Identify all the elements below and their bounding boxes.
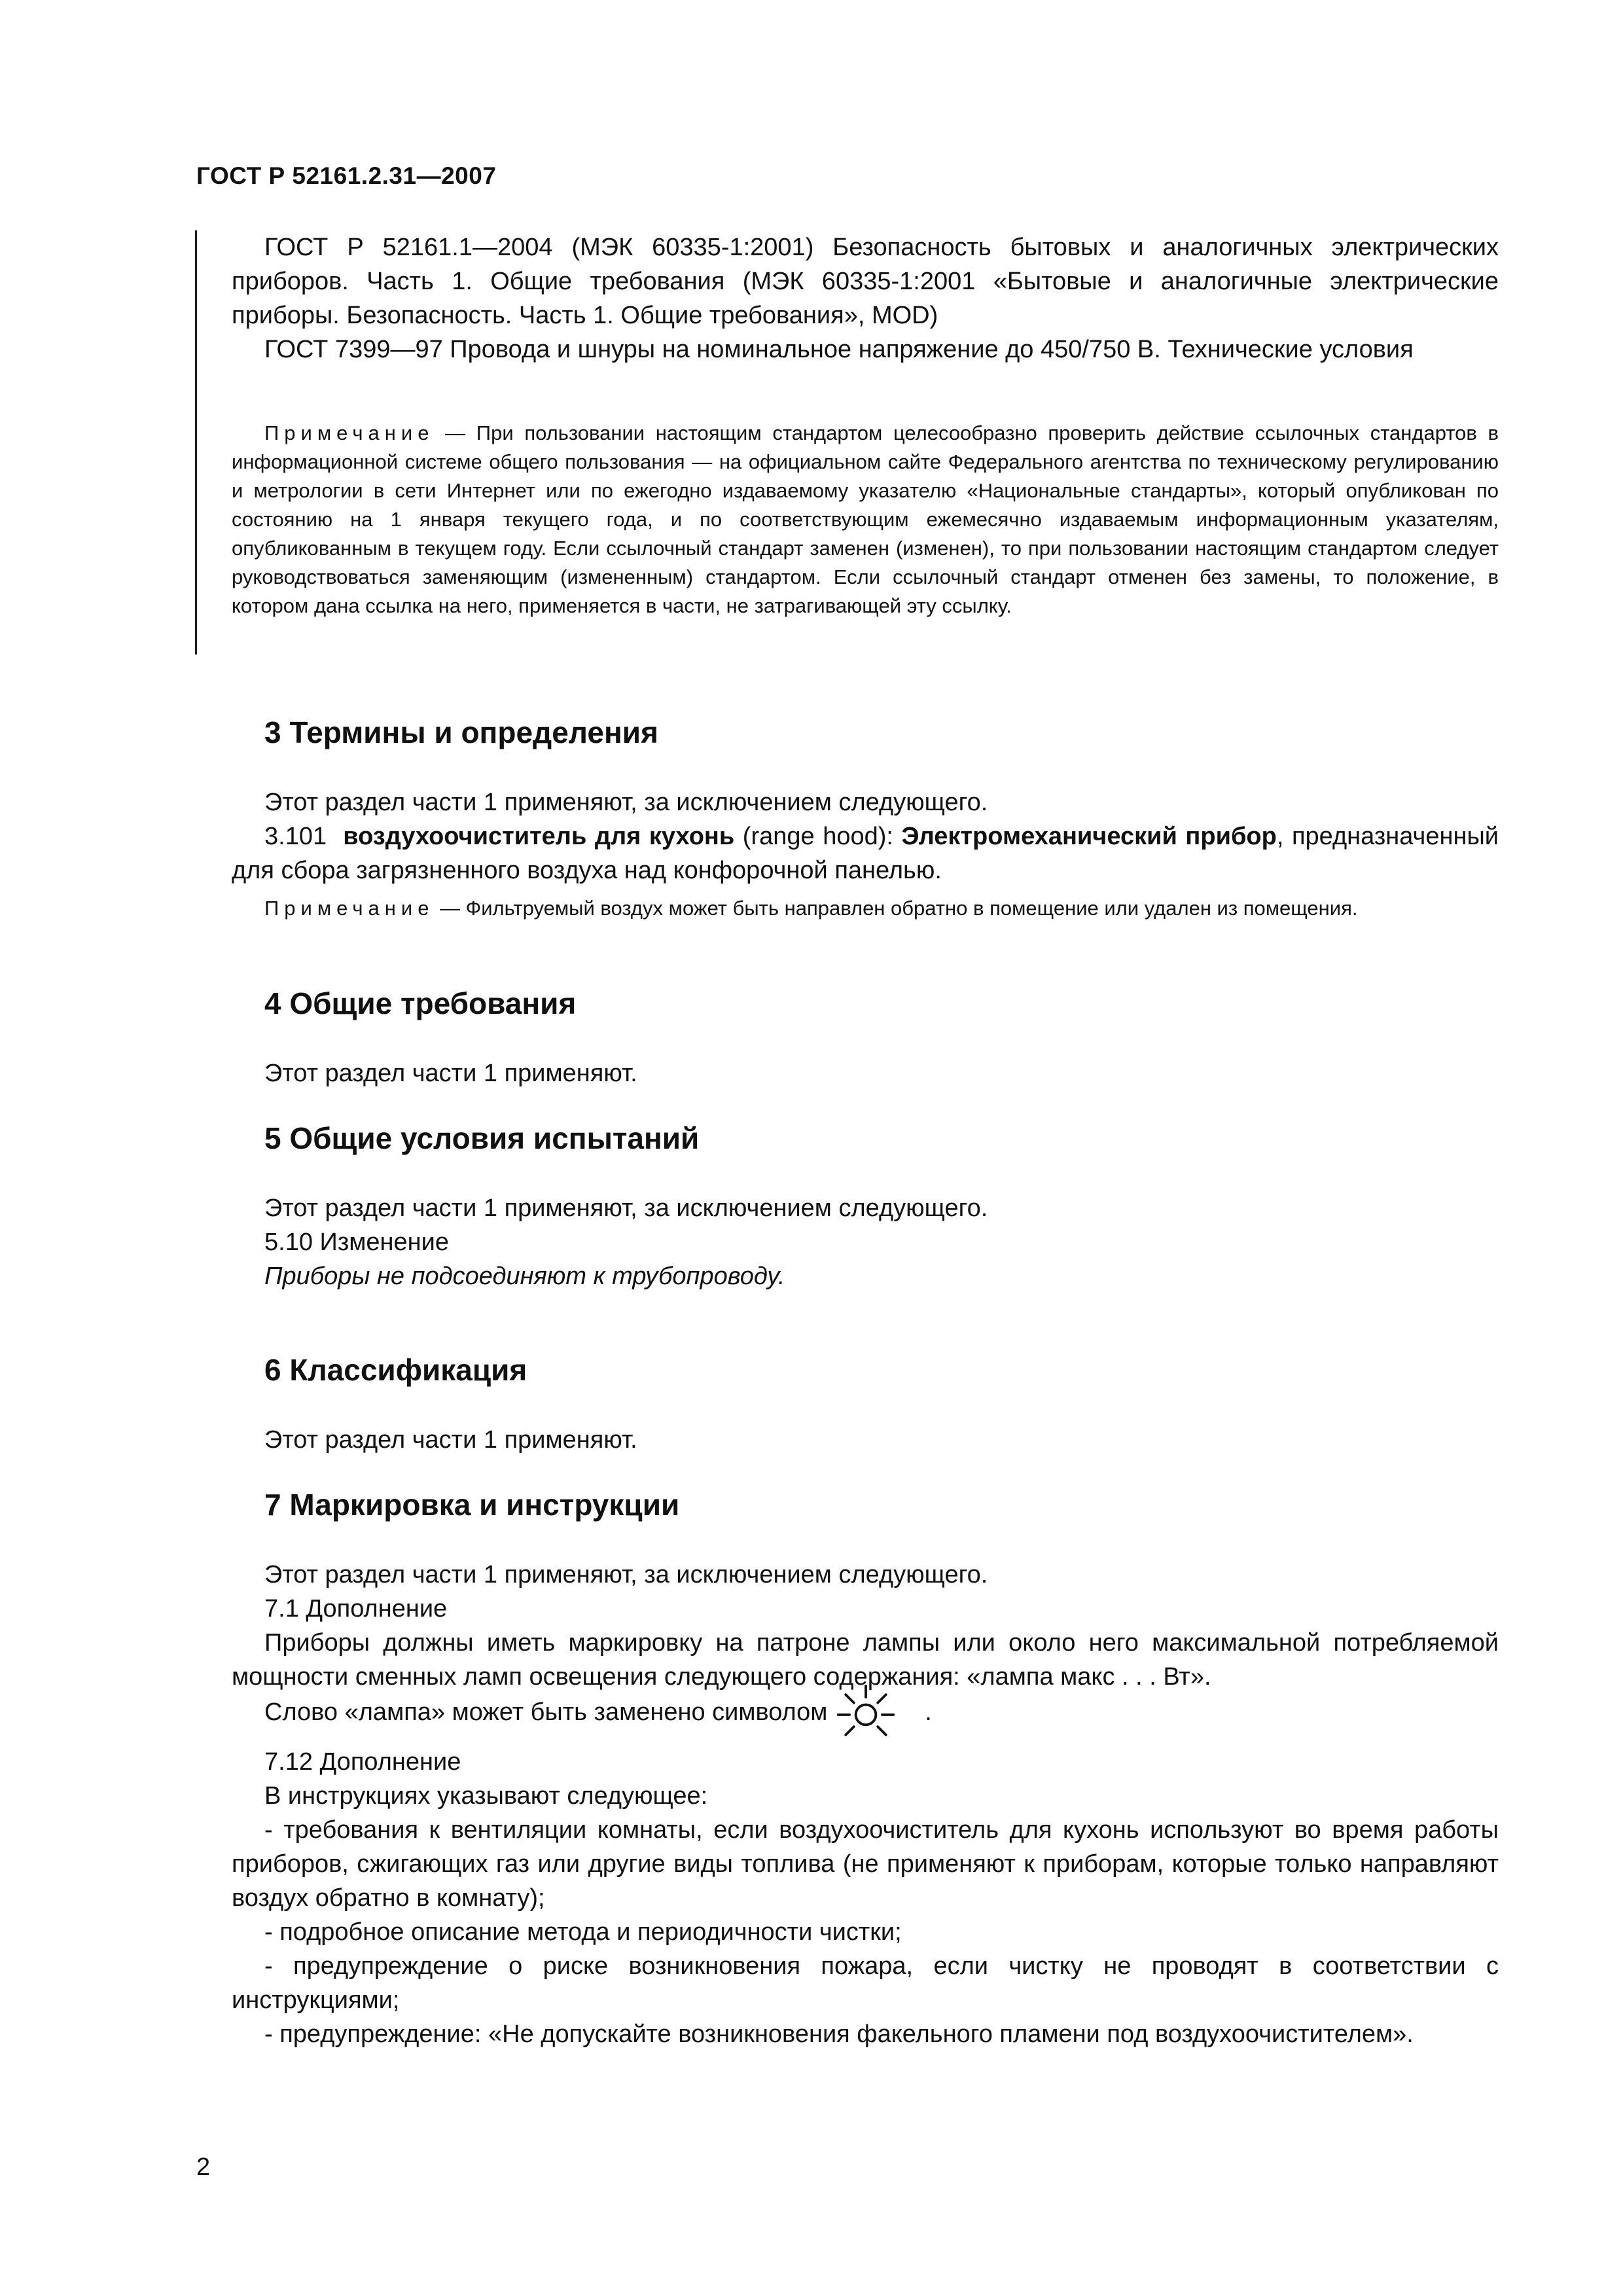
symbol-end: . (925, 1698, 932, 1727)
term-definition: , предназначенный для сбора загрязненного воздуха над конфорочной панелью. (232, 823, 1499, 884)
section-5-intro: Этот раздел части 1 применяют, за исключением следующего. (264, 1194, 988, 1222)
section-5-body (232, 1191, 1499, 1293)
term-name: воздухоочиститель для кухонь (343, 823, 735, 850)
references-note (232, 419, 1499, 620)
note-label: Примечание (264, 422, 435, 444)
section-7-p1: Приборы должны иметь маркировку на патроне лампы или около него максимальной потребляемой мощности сменных ламп освещения следующего содержания: «лампа макс . . . Вт». (232, 1629, 1499, 1691)
page-number: 2 (196, 2153, 211, 2181)
section-7-intro: Этот раздел части 1 применяют, за исключением следующего. (264, 1561, 988, 1588)
list-item: - предупреждение о риске возникновения пожара, если чистку не проводят в соответствии с инструкциями; (232, 1952, 1499, 2014)
section-7-sub1: 7.1 Дополнение (264, 1595, 448, 1623)
term-number: 3.101 (264, 823, 327, 850)
section-7-part-2 (232, 1682, 1499, 2051)
symbol-text: Слово «лампа» может быть заменено символом (264, 1698, 828, 1727)
section-3-note (232, 894, 1499, 923)
note-text: — Фильтруемый воздух может быть направлен обратно в помещение или удален из помещения. (440, 897, 1358, 920)
section-3-title: 3 Термины и определения (264, 715, 658, 749)
section-7-sub2: 7.12 Дополнение (264, 1748, 461, 1776)
normative-references (232, 230, 1499, 367)
section-6-text: Этот раздел части 1 применяют. (264, 1426, 637, 1454)
document-header: ГОСТ Р 52161.2.31—2007 (196, 162, 497, 189)
list-item: - предупреждение: «Не допускайте возникновения факельного пламени под воздухоочистителем». (264, 2020, 1414, 2048)
section-7-title: 7 Маркировка и инструкции (264, 1488, 680, 1522)
reference-gost-7399: ГОСТ 7399—97 Провода и шнуры на номинальное напряжение до 450/750 В. Технические условия (264, 336, 1414, 363)
term-3-101 (232, 819, 1499, 888)
section-6-title: 6 Классификация (264, 1353, 527, 1387)
section-3-body (232, 785, 1499, 888)
section-7-p2: В инструкциях указывают следующее: (264, 1782, 708, 1810)
section-5-sub: 5.10 Изменение (264, 1229, 449, 1256)
change-bar (195, 230, 197, 655)
lamp-symbol-icon (834, 1682, 897, 1745)
section-7-part-1 (232, 1558, 1499, 1694)
symbol-line (232, 1682, 1499, 1745)
list-item: - требования к вентиляции комнаты, если воздухоочиститель для кухонь используют во время работы приборов, сжигающих газ или другие виды топлива (не применяют к приборам, которые только направляют воздух обратно в комнату); (232, 1816, 1499, 1912)
section-5-title: 5 Общие условия испытаний (264, 1121, 700, 1155)
note-text: — При пользовании настоящим стандартом целесообразно проверить действие ссылочных стандартов в информационной системе общего пользования — на официальном сайте Федерального агентства по техническому регулированию и метрологии в сети Интернет или по ежегодно издаваемому указателю «Национальные стандарты», который опубликован по состоянию на 1 января текущего года, и по соответствующим ежемесячно издаваемым информационным указателям, опубликованным в текущем году. Если ссылочный стандарт заменен (изменен), то при пользовании настоящим стандартом следует руководствоваться заменяющим (измененным) стандартом. Если ссылочный стандарт отменен без замены, то положение, в котором дана ссылка на него, применяется в части, не затрагивающей эту ссылку. (232, 422, 1499, 617)
list-item: - подробное описание метода и периодичности чистки; (264, 1918, 902, 1946)
term-english: (range hood): (742, 823, 893, 850)
section-4-text: Этот раздел части 1 применяют. (264, 1060, 637, 1087)
note-label: Примечание (264, 897, 435, 920)
section-5-italic: Приборы не подсоединяют к трубопроводу. (264, 1263, 785, 1290)
term-definition-bold: Электромеханический прибор (901, 823, 1277, 850)
section-4-title: 4 Общие требования (264, 986, 577, 1020)
section-3-intro: Этот раздел части 1 применяют, за исключением следующего. (264, 789, 988, 816)
reference-gost-52161-1: ГОСТ Р 52161.1—2004 (МЭК 60335-1:2001) Безопасность бытовых и аналогичных электрических приборов. Часть 1. Общие требования (МЭК 60335-1:2001 «Бытовые и аналогичные электрические приборы. Безопасность. Часть 1. Общие требования», MOD) (232, 234, 1499, 329)
